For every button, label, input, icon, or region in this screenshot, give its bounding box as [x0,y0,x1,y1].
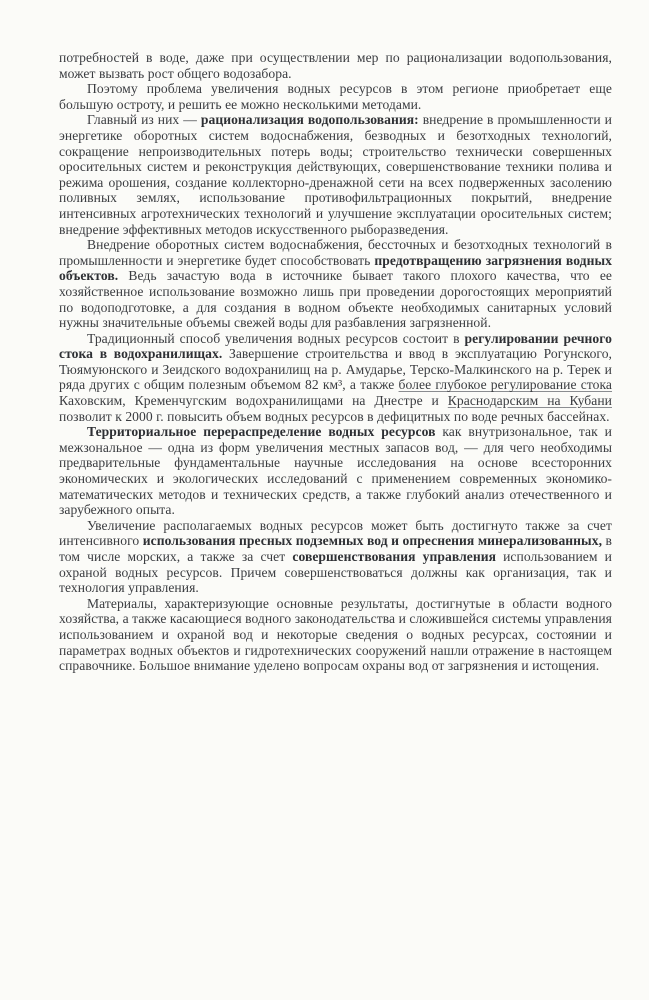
emphasized-term: регулировании речного стока в водохранилищах. [59,330,612,362]
paragraph-p8 [59,596,612,674]
paragraph-text: Главный из них — [87,112,201,128]
underlined-text: более глубокое регулирование стока [398,377,613,393]
paragraph-p5 [59,331,612,425]
paragraph-text: потребностей в воде, даже при осуществлении мер по рационализации водопользования, может вызвать рост общего водозабора. [59,50,612,81]
paragraph-p2 [59,81,612,112]
paragraph-text: Каховским, Кременчугским водохранилищами на Днестре и [59,393,448,409]
paragraph-text: Материалы, характеризующие основные результаты, достигнутые в области водного хозяйства, а также касающиеся водного законодательства и сложившейся системы управления использованием и охраной вод и некоторые сведения о водных ресурсах, состоянии и параметрах водных объектов и гидротехнических сооружений нашли отражение в настоящем справочнике. Большое внимание уделено вопросам охраны вод от загрязнения и истощения. [59,595,612,674]
paragraph-p1 [59,50,612,81]
body-text [59,50,612,674]
paragraph-p4 [59,237,612,331]
emphasized-term: Территориальное перераспределение водных ресурсов [87,424,436,440]
underlined-text: Краснодарским на Кубани [447,393,612,409]
paragraph-p6 [59,424,612,518]
paragraph-text: как внутризональное, так и межзональное — одна из форм увеличения местных запасов вод, — для чего необходимы предварительные фундаментальные научные исследования на основе всесторонних экономических и экологических исследований с применением современных экономико-математических методов и технических средств, а также глубокий анализ отечественного и зарубежного опыта. [59,424,612,518]
emphasized-term: рационализация водопользования: [200,112,419,128]
emphasized-term: предотвращению загрязнения водных объектов. [59,252,612,284]
paragraph-p3 [59,112,612,237]
paragraph-text: Ведь зачастую вода в источнике бывает такого плохого качества, что ее хозяйственное использование возможно лишь при проведении дорогостоящих мероприятий по водоподготовке, а для создания в водном объекте необходимых санитарных условий нужны значительные объемы свежей воды для разбавления загрязненной. [59,268,612,331]
paragraph-text: позволит к 2000 г. повысить объем водных ресурсов в дефицитных по воде речных бассейнах. [59,408,610,424]
paragraph-text: Поэтому проблема увеличения водных ресурсов в этом регионе приобретает еще большую остроту, и решить ее можно несколькими методами. [59,81,612,112]
emphasized-term: использования пресных подземных вод и опреснения минерализованных, [142,533,603,549]
emphasized-term: совершенствования управления [292,549,496,564]
paragraph-text: Внедрение оборотных систем водоснабжения, бессточных и безотходных технологий в промышленности и энергетике будет способствовать [59,237,612,268]
paragraph-text: в том числе морских, а также за счет [59,533,612,564]
paragraph-text: использованием и охраной водных ресурсов. Причем совершенствоваться должны как организация, так и технология управления. [59,549,612,596]
paragraph-p7 [59,518,612,596]
paragraph-text: внедрение в промышленности и энергетике оборотных систем водоснабжения, безводных и безотходных технологий, сокращение непроизводительных потерь воды; строительство технически совершенных оросительных систем и реконструкция действующих, совершенствование техники полива и режима орошения, создание коллекторно-дренажной сети на всех подверженных засолению поливных землях, использование противофильтрационных покрытий, внедрение интенсивных агротехнических технологий и улучшение эксплуатации оросительных систем; внедрение эффективных методов искусственного рыборазведения. [59,112,612,237]
paragraph-text: Традиционный способ увеличения водных ресурсов состоит в [87,330,465,346]
paragraph-text: Увеличение располагаемых водных ресурсов может быть достигнуто также за счет интенсивного [59,517,612,549]
paragraph-text: Завершение строительства и ввод в эксплуатацию Рогунского, Тюямуюнского и Зеидского водохранилищ на р. Амударье, Терско-Малкинского на р. Терек и ряда других с общим полезным объемом 82 км³, а также [59,346,612,393]
